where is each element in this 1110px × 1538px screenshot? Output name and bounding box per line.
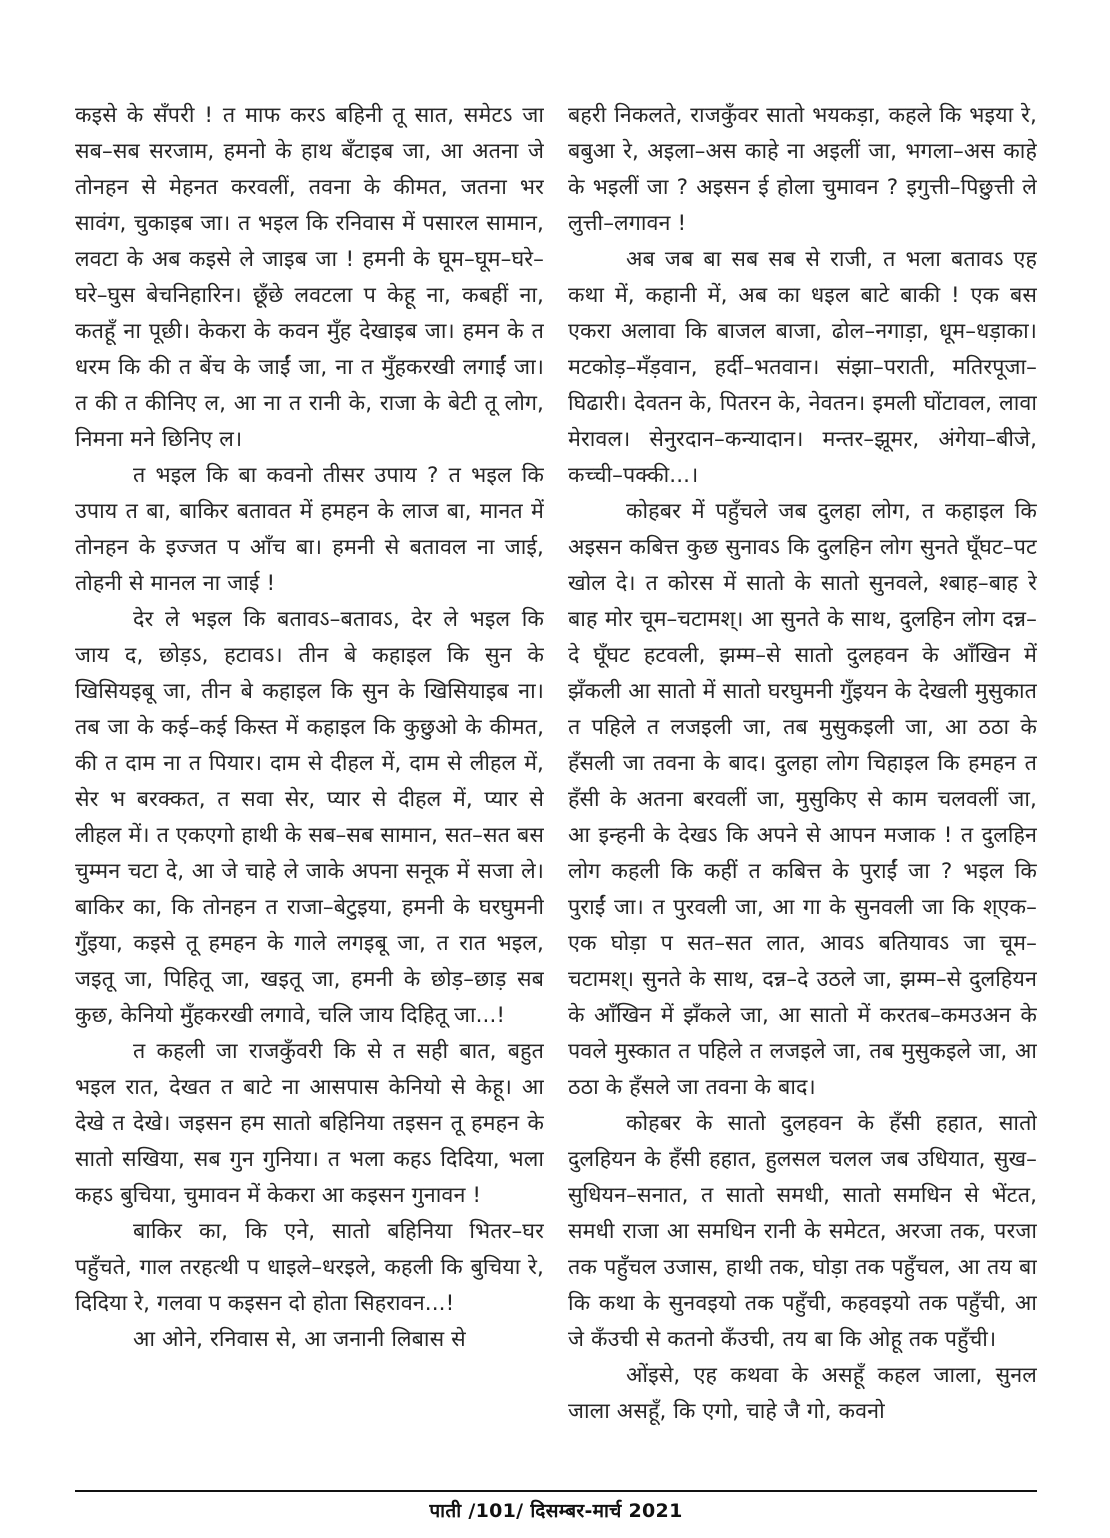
left-text-column bbox=[75, 98, 544, 1450]
paragraph: बाकिर का, कि एने, सातो बहिनिया भितर–घर पहुँचते, गाल तरहत्थी प धाइले–धरइले, कहली कि बुचिया रे, दिदिया रे, गलवा प कइसन दो होता सिहरावन...! bbox=[75, 1219, 544, 1316]
paragraph: ओंइसे, एह कथवा के असहूँ कहल जाला, सुनल जाला असहूँ, कि एगो, चाहे जै गो, कवनो bbox=[568, 1363, 1037, 1424]
paragraph-continuation: बहरी निकलते, राजकुँवर सातो भयकड़ा, कहले कि भइया रे, बबुआ रे, अइला–अस काहे ना अइलीं जा, भगला–अस काहे के भइलीं जा ? अइसन ई होला चुमावन ? इगुत्ती–पिछुत्ती ले लुत्ती–लगावन ! bbox=[568, 103, 1037, 236]
paragraph: आ ओने, रनिवास से, आ जनानी लिबास से bbox=[133, 1327, 466, 1352]
paragraph: त भइल कि बा कवनो तीसर उपाय ? त भइल कि उपाय त बा, बाकिर बतावत में हमहन के लाज बा, मानत में तोनहन के इज्जत प आँच बा। हमनी से बतावल ना जाई, तोहनी से मानल ना जाई ! bbox=[75, 463, 544, 596]
paragraph: कोहबर में पहुँचले जब दुलहा लोग, त कहाइल कि अइसन कबित्त कुछ सुनावऽ कि दुलहिन लोग सुनते घूँघट–पट खोल दे। त कोरस में सातो के सातो सुनवले, श्बाह–बाह रे बाह मोर चूम–चटामश्। आ सुनते के साथ, दुलहिन लोग दन्न–दे घूँघट हटवली, झम्म–से सातो दुलहवन के आँखिन में झँकली आ सातो में सातो घरघुमनी गुँइयन के देखली मुसुकात त पहिले त लजइली जा, तब मुसुकइली जा, आ ठठा के हँसली जा तवना के बाद। दुलहा लोग चिहाइल कि हमहन त हँसी के अतना बरवलीं जा, मुसुकिए से काम चलवलीं जा, आ इन्हनी के देखऽ कि अपने से आपन मजाक ! त दुलहिन लोग कहली कि कहीं त कबित्त के पुराईं जा ? भइल कि पुराईं जा। त पुरवली जा, आ गा के सुनवली जा कि श्एक–एक घोड़ा प सत–सत लात, आवऽ बतियावऽ जा चूम–चटामश्। सुनते के साथ, दन्न–दे उठले जा, झम्म–से दुलहियन के आँखिन में झँकले जा, आ सातो में करतब–कमउअन के पवले मुस्कात त पहिले त लजइले जा, तब मुसुकइले जा, आ ठठा के हँसले जा तवना के बाद। bbox=[568, 499, 1037, 1100]
paragraph: कोहबर के सातो दुलहवन के हँसी हहात, सातो दुलहियन के हँसी हहात, हुलसल चलल जब उधियात, सुख–सुधियन–सनात, त सातो समधी, सातो समधिन से भेंटत, समधी राजा आ समधिन रानी के समेटत, अरजा तक, परजा तक पहुँचल उजास, हाथी तक, घोड़ा तक पहुँचल, आ तय बा कि कथा के सुनवइयो तक पहुँची, कहवइयो तक पहुँची, आ जे कँउची से कतनो कँउची, तय बा कि ओहू तक पहुँची। bbox=[568, 1111, 1037, 1352]
paragraph: देर ले भइल कि बतावऽ–बतावऽ, देर ले भइल कि जाय द, छोड़ऽ, हटावऽ। तीन बे कहाइल कि सुन के खिसियइबू जा, तीन बे कहाइल कि सुन के खिसियाइब ना। तब जा के कई–कई किस्त में कहाइल कि कुछुओ के कीमत, की त दाम ना त पियार। दाम से दीहल में, दाम से लीहल में, सेर भ बरक्कत, त सवा सेर, प्यार से दीहल में, प्यार से लीहल में। त एकएगो हाथी के सब–सब सामान, सत–सत बस चुम्मन चटा दे, आ जे चाहे ले जाके अपना सनूक में सजा ले। बाकिर का, कि तोनहन त राजा–बेटुइया, हमनी के घरघुमनी गुँइया, कइसे तू हमहन के गाले लगइबू जा, त रात भइल, जइतू जा, पिहितू जा, खइतू जा, हमनी के छोड़–छाड़ सब कुछ, केनियो मुँहकरखी लगावे, चलि जाय दिहितू जा...! bbox=[75, 607, 544, 1028]
right-text-column bbox=[568, 98, 1037, 1450]
paragraph: त कहली जा राजकुँवरी कि से त सही बात, बहुत भइल रात, देखत त बाटे ना आसपास केनियो से केहू। आ देखे त देखे। जइसन हम सातो बहिनिया तइसन तू हमहन के सातो सखिया, सब गुन गुनिया। त भला कहऽ दिदिया, भला कहऽ बुचिया, चुमावन में केकरा आ कइसन गुनावन ! bbox=[75, 1039, 544, 1208]
footer-journal-page-issue: पाती /101/ दिसम्बर-मार्च 2021 bbox=[429, 1500, 683, 1522]
page-footer bbox=[75, 1490, 1037, 1523]
article-body bbox=[75, 98, 1037, 1450]
paragraph-continuation: कइसे के सँपरी ! त माफ करऽ बहिनी तू सात, समेटऽ जा सब–सब सरजाम, हमनो के हाथ बँटाइब जा, आ अतना जे तोनहन से मेहनत करवलीं, तवना के कीमत, जतना भर सावंग, चुकाइब जा। त भइल कि रनिवास में पसारल सामान, लवटा के अब कइसे ले जाइब जा ! हमनी के घूम–घूम–घरे–घरे–घुस बेचनिहारिन। छूँछे लवटला प केहू ना, कबहीं ना, कतहूँ ना पूछी। केकरा के कवन मुँह देखाइब जा। हमन के त धरम कि की त बेंच के जाईं जा, ना त मुँहकरखी लगाईं जा। त की त कीनिए ल, आ ना त रानी के, राजा के बेटी तू लोग, निमना मने छिनिए ल। bbox=[75, 103, 544, 452]
paragraph: अब जब बा सब सब से राजी, त भला बतावऽ एह कथा में, कहानी में, अब का धइल बाटे बाकी ! एक बस एकरा अलावा कि बाजल बाजा, ढोल–नगाड़ा, धूम–धड़ाका। मटकोड़–मँड़वान, हर्दी–भतवान। संझा–पराती, मतिरपूजा–घिढारी। देवतन के, पितरन के, नेवतन। इमली घोंटावल, लावा मेरावल। सेनुरदान–कन्यादान। मन्तर–झूमर, अंगेया–बीजे, कच्ची–पक्की...। bbox=[568, 247, 1037, 488]
